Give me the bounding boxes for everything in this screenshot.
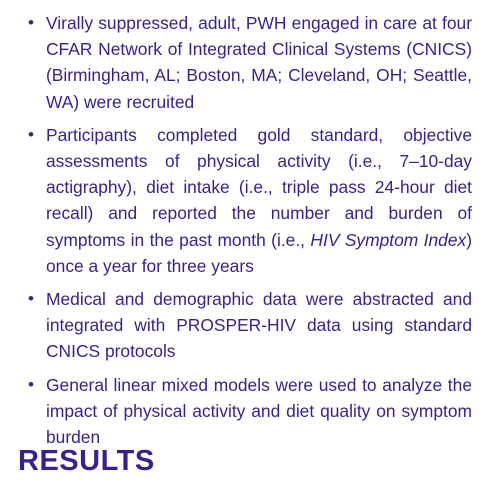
bullet-marker: •	[28, 289, 34, 309]
bullet-item-recruitment	[0, 10, 500, 115]
methods-bullet-list	[0, 10, 500, 450]
bullet-item-assessments	[0, 122, 500, 279]
bullet-item-models	[0, 372, 500, 451]
bullet-text-italic: HIV Symptom Index	[310, 229, 467, 250]
bullet-text: General linear mixed models were used to analyze the impact of physical activity and diet quality on symptom burden	[46, 374, 472, 448]
bullet-text: Virally suppressed, adult, PWH engaged in care at four CFAR Network of Integrated Clinical Systems (CNICS) (Birmingham, AL; Boston, MA; Cleveland, OH; Seattle, WA) were recruited	[46, 13, 472, 112]
bullet-marker: •	[28, 124, 34, 144]
bullet-item-medical-data	[0, 286, 500, 365]
bullet-marker: •	[28, 374, 34, 394]
methods-section	[0, 10, 500, 457]
bullet-text: Medical and demographic data were abstracted and integrated with PROSPER-HIV data using standard CNICS protocols	[46, 289, 472, 362]
bullet-text: ) once a year for three years	[46, 229, 473, 276]
bullet-text: Participants completed gold standard, objective assessments of physical activity (i.e., 7–10-day actigraphy), diet intake (i.e., triple pass 24-hour diet recall) and reported the number and burden of symptoms in the past month (i.e.,	[46, 124, 472, 250]
results-heading: RESULTS	[18, 445, 155, 477]
bullet-marker: •	[28, 13, 34, 32]
